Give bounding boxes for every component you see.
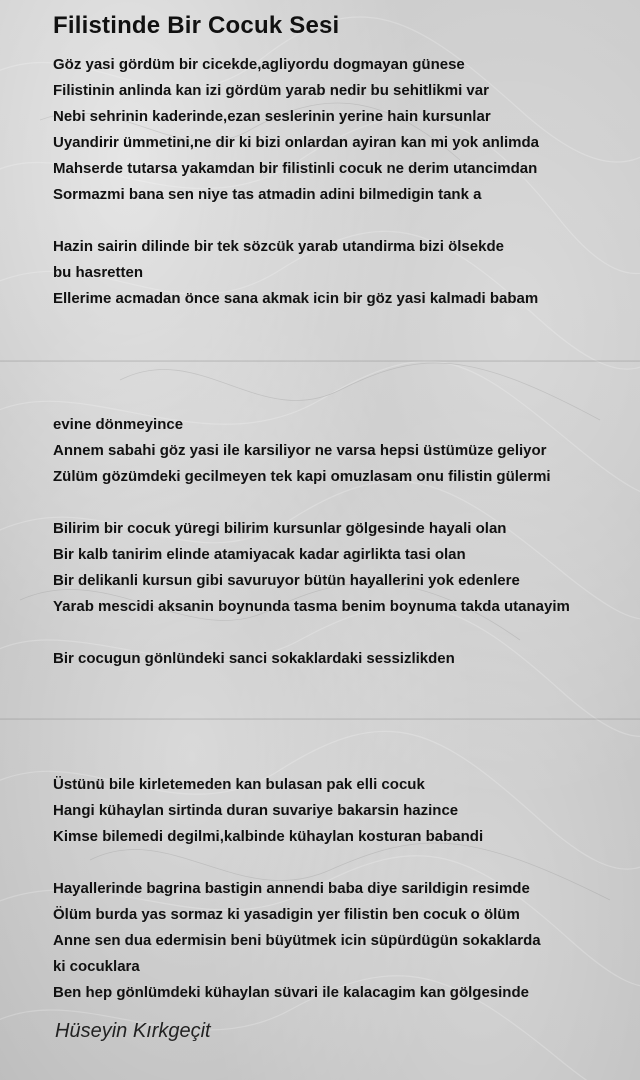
poem-line: Kimse bilemedi degilmi,kalbinde kühaylan kosturan babandi <box>53 828 484 845</box>
poem-line: Filistinin anlinda kan izi gördüm yarab nedir bu sehitlikmi var <box>53 82 489 99</box>
poem-title: Filistinde Bir Cocuk Sesi <box>53 12 340 39</box>
author-name[interactable]: Hüseyin Kırkgeçit <box>55 1020 211 1042</box>
poem-line: Mahserde tutarsa yakamdan bir filistinli cocuk ne derim utancimdan <box>53 160 538 177</box>
poem-line: Bir cocugun gönlündeki sanci sokaklardaki sessizlikden <box>53 650 455 667</box>
poem-line: Bilirim bir cocuk yüregi bilirim kursunlar gölgesinde hayali olan <box>53 520 507 537</box>
poem-line: Anne sen dua edermisin beni büyütmek icin süpürdügün sokaklarda <box>53 932 541 949</box>
poem-line: Bir delikanli kursun gibi savuruyor bütün hayallerini yok edenlere <box>53 572 520 589</box>
poem-line: Zülüm gözümdeki gecilmeyen tek kapi omuzlasam onu filistin gülermi <box>53 468 551 485</box>
poem-line: Ben hep gönlümdeki kühaylan süvari ile kalacagim kan gölgesinde <box>53 984 529 1001</box>
poem-line: bu hasretten <box>53 264 144 281</box>
poem-line: Ölüm burda yas sormaz ki yasadigin yer filistin ben cocuk o ölüm <box>53 906 520 923</box>
poem-line: Uyandirir ümmetini,ne dir ki bizi onlardan ayiran kan mi yok anlimda <box>53 134 539 151</box>
poem-line: Bir kalb tanirim elinde atamiyacak kadar agirlikta tasi olan <box>53 546 466 563</box>
poem-line: Yarab mescidi aksanin boynunda tasma benim boynuma takda utanayim <box>53 598 570 615</box>
poem-line: Göz yasi gördüm bir cicekde,agliyordu dogmayan günese <box>53 56 465 73</box>
poem-line: Sormazmi bana sen niye tas atmadin adini bilmedigin tank a <box>53 186 482 203</box>
poem-line: ki cocuklara <box>53 958 140 975</box>
poem-line: Hangi kühaylan sirtinda duran suvariye bakarsin hazince <box>53 802 459 819</box>
poem-line: evine dönmeyince <box>53 416 184 433</box>
poem-line: Nebi sehrinin kaderinde,ezan seslerinin yerine hain kursunlar <box>53 108 491 125</box>
poem-line: Ellerime acmadan önce sana akmak icin bir göz yasi kalmadi babam <box>53 290 539 307</box>
poem-line: Hayallerinde bagrina bastigin annendi baba diye sarildigin resimde <box>53 880 530 897</box>
poem-line: Hazin sairin dilinde bir tek sözcük yarab utandirma bizi ölsekde <box>53 238 504 255</box>
poem-line: Annem sabahi göz yasi ile karsiliyor ne varsa hepsi üstümüze geliyor <box>53 442 547 459</box>
poem-line: Üstünü bile kirletemeden kan bulasan pak elli cocuk <box>53 776 425 793</box>
